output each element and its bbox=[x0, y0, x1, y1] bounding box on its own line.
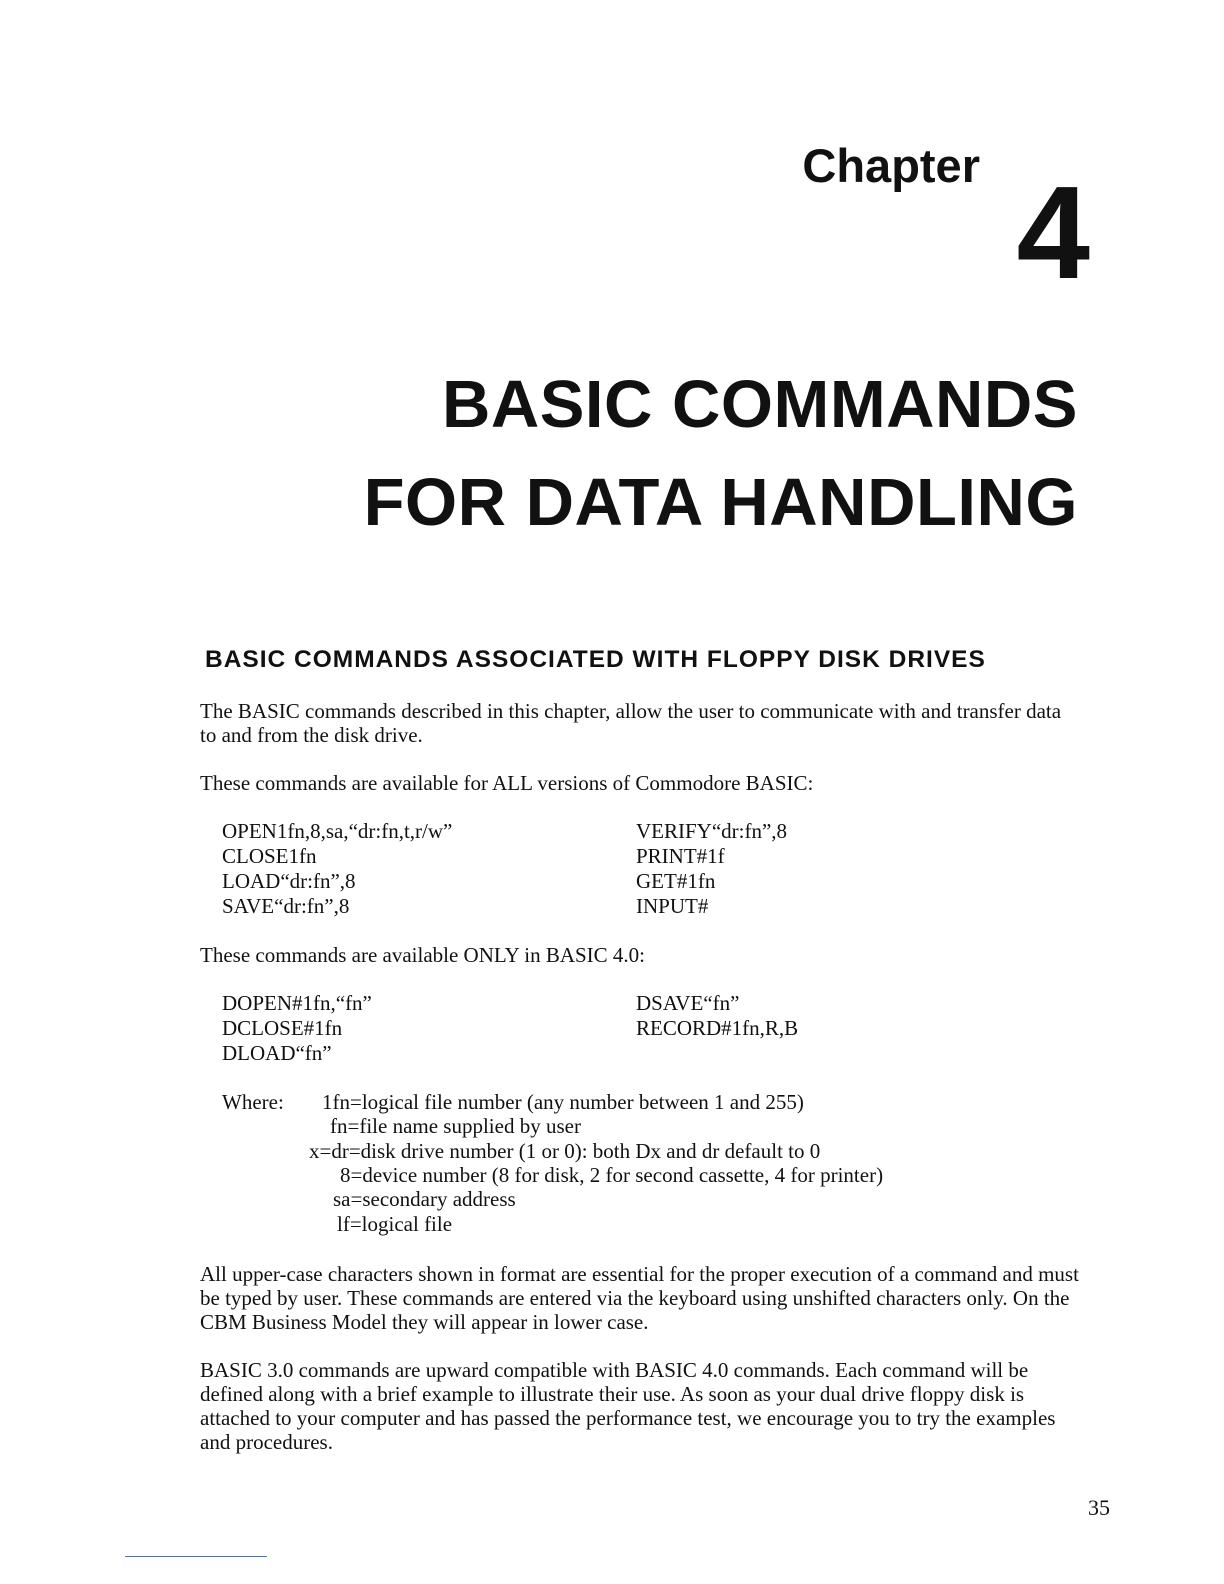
definition-item: 1fn=logical file number (any number between 1 and 255) bbox=[322, 1090, 804, 1114]
command-item: OPEN1fn,8,sa,“dr:fn,t,r/w” bbox=[222, 819, 453, 843]
command-item: DLOAD“fn” bbox=[222, 1041, 332, 1065]
chapter-title-line-2: FOR DATA HANDLING bbox=[363, 465, 1078, 540]
chapter-title-line-1: BASIC COMMANDS bbox=[441, 367, 1078, 442]
chapter-number: 4 bbox=[1016, 159, 1090, 306]
uppercase-note-paragraph: All upper-case characters shown in format are essential for the proper execution of a command and must be typed by user. These commands are entered via the keyboard using unshifted characters only. On the CBM Business Model they will appear in lower case. bbox=[200, 1262, 1079, 1334]
definition-item: fn=file name supplied by user bbox=[330, 1114, 581, 1138]
definitions-label: Where: bbox=[222, 1090, 284, 1114]
command-item: GET#1fn bbox=[636, 869, 716, 893]
command-item: LOAD“dr:fn”,8 bbox=[222, 869, 356, 893]
command-item: DCLOSE#1fn bbox=[222, 1016, 343, 1040]
definition-item: x=dr=disk drive number (1 or 0): both Dx and dr default to 0 bbox=[309, 1139, 821, 1163]
page-number: 35 bbox=[1088, 1495, 1110, 1520]
all-versions-paragraph: These commands are available for ALL versions of Commodore BASIC: bbox=[200, 771, 814, 795]
definition-item: 8=device number (8 for disk, 2 for second cassette, 4 for printer) bbox=[340, 1163, 884, 1187]
compatibility-paragraph: BASIC 3.0 commands are upward compatible with BASIC 4.0 commands. Each command will be defined along with a brief example to illustrate their use. As soon as your dual drive floppy disk is attached to your computer and has passed the performance test, we encourage you to try the examples and procedures. bbox=[200, 1358, 1056, 1454]
chapter-label: Chapter bbox=[802, 139, 980, 192]
all-versions-commands-right bbox=[636, 819, 787, 919]
command-item: INPUT# bbox=[636, 894, 709, 918]
definition-item: lf=logical file bbox=[337, 1212, 453, 1236]
basic4-commands-left bbox=[222, 991, 372, 1066]
command-item: DOPEN#1fn,“fn” bbox=[222, 991, 372, 1015]
command-item: SAVE“dr:fn”,8 bbox=[222, 894, 350, 918]
basic4-only-paragraph: These commands are available ONLY in BASIC 4.0: bbox=[200, 943, 646, 967]
command-item: VERIFY“dr:fn”,8 bbox=[636, 819, 788, 843]
command-item: PRINT#1f bbox=[636, 844, 725, 868]
section-heading: BASIC COMMANDS ASSOCIATED WITH FLOPPY DISK DRIVES bbox=[205, 646, 986, 673]
bottom-rule bbox=[125, 1556, 267, 1557]
basic4-commands-right bbox=[636, 991, 798, 1041]
command-item: DSAVE“fn” bbox=[636, 991, 740, 1015]
command-item: CLOSE1fn bbox=[222, 844, 317, 868]
all-versions-commands-left bbox=[222, 819, 452, 919]
command-item: RECORD#1fn,R,B bbox=[636, 1016, 799, 1040]
intro-paragraph: The BASIC commands described in this chapter, allow the user to communicate with and transfer data to and from the disk drive. bbox=[200, 699, 1062, 747]
definition-item: sa=secondary address bbox=[333, 1187, 516, 1211]
